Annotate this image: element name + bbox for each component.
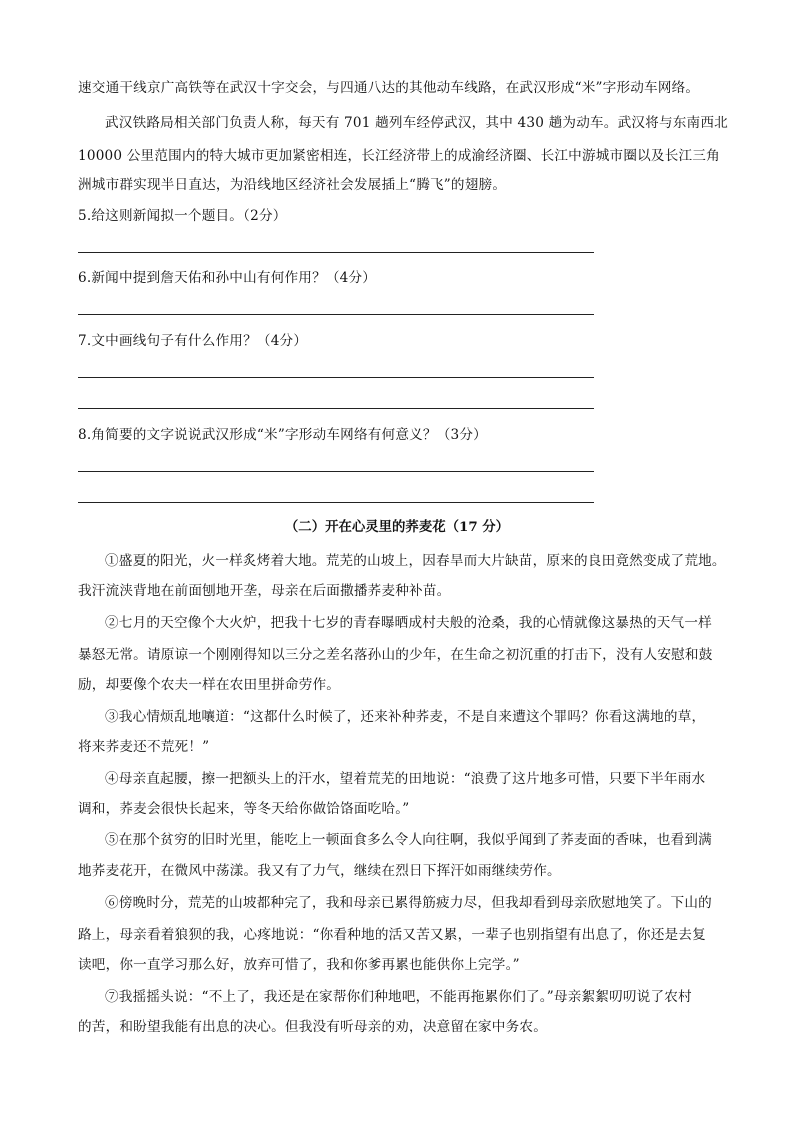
passage-line: 洲城市群实现半日直达，为沿线地区经济社会发展插上“腾飞”的翅膀。 — [78, 177, 507, 193]
story-line: 励，却要像个农夫一样在农田里拼命劳作。 — [78, 677, 341, 693]
story-line: 将来荞麦还不荒死！” — [78, 739, 210, 755]
story-line: ④母亲直起腰，擦一把额头上的汗水，望着荒芜的田地说：“浪费了这片地多可惜，只要下半年雨水 — [105, 771, 706, 787]
answer-line-q7-2[interactable] — [78, 408, 594, 409]
story-line: 我汗流浃背地在前面刨地开垄，母亲在后面撒播荞麦种补苗。 — [78, 583, 451, 599]
story-line: ⑦我摇摇头说：“不上了，我还是在家帮你们种地吧，不能再拖累你们了。”母亲絮絮叨叨说了农村 — [105, 989, 692, 1005]
story-line: ③我心情烦乱地嚷道：“这都什么时候了，还来补种荞麦，不是自来遭这个罪吗？你看这满地的草， — [105, 709, 706, 725]
story-line: 地荞麦花开，在微风中荡漾。我又有了力气，继续在烈日下挥汗如雨继续劳作。 — [78, 863, 561, 879]
section-title: （二）开在心灵里的荞麦花（17 分） — [284, 519, 510, 535]
question-6: 6.新闻中提到詹天佑和孙中山有何作用？（4分） — [78, 270, 377, 286]
story-line: ⑤在那个贫穷的旧时光里，能吃上一顿面食多么令人向往啊，我似乎闻到了荞麦面的香味，也看到满 — [105, 832, 712, 848]
story-line: 路上，母亲看着狼狈的我，心疼地说：“你看种地的活又苦又累，一辈子也别指望有出息了，你还是去复 — [78, 927, 706, 943]
passage-line: 武汉铁路局相关部门负责人称，每天有 701 趟列车经停武汉，其中 430 趟为动车。武汉将与东南西北 — [105, 115, 728, 131]
question-7: 7.文中画线句子有什么作用？（4分） — [78, 333, 308, 349]
question-5: 5.给这则新闻拟一个题目。（2分） — [78, 208, 287, 224]
answer-line-q7-1[interactable] — [78, 377, 594, 378]
answer-line-q8-2[interactable] — [78, 502, 594, 503]
passage-line: 速交通干线京广高铁等在武汉十字交会，与四通八达的其他动车线路，在武汉形成“米”字形动车网络。 — [78, 80, 700, 96]
story-line: 暴怒无常。请原谅一个刚刚得知以三分之差名落孙山的少年，在生命之初沉重的打击下，没有人安慰和鼓 — [78, 647, 713, 663]
answer-line-q6[interactable] — [78, 314, 594, 315]
answer-line-q5[interactable] — [78, 252, 594, 253]
story-line: 调和，荞麦会很快长起来，等冬天给你做饸饹面吃哈。” — [78, 801, 410, 817]
story-line: 的苦，和盼望我能有出息的决心。但我没有听母亲的劝，决意留在家中务农。 — [78, 1019, 547, 1035]
story-line: 读吧，你一直学习那么好，放弃可惜了，我和你爹再累也能供你上完学。” — [78, 957, 520, 973]
question-8: 8.角简要的文字说说武汉形成“米”字形动车网络有何意义？（3分） — [78, 427, 487, 443]
story-line: ①盛夏的阳光，火一样炙烤着大地。荒芜的山坡上，因春旱而大片缺苗，原来的良田竟然变成了荒地。 — [105, 553, 726, 569]
story-line: ②七月的天空像个大火炉，把我十七岁的青春曝晒成村夫般的沧桑，我的心情就像这暴热的天气一样 — [105, 615, 712, 631]
story-line: ⑥傍晚时分，荒芜的山坡都种完了，我和母亲已累得筋疲力尽，但我却看到母亲欣慰地笑了。下山的 — [105, 895, 712, 911]
passage-line: 10000 公里范围内的特大城市更加紧密相连，长江经济带上的成渝经济圈、长江中游城市圈以及长江三角 — [78, 148, 720, 164]
answer-line-q8-1[interactable] — [78, 471, 594, 472]
